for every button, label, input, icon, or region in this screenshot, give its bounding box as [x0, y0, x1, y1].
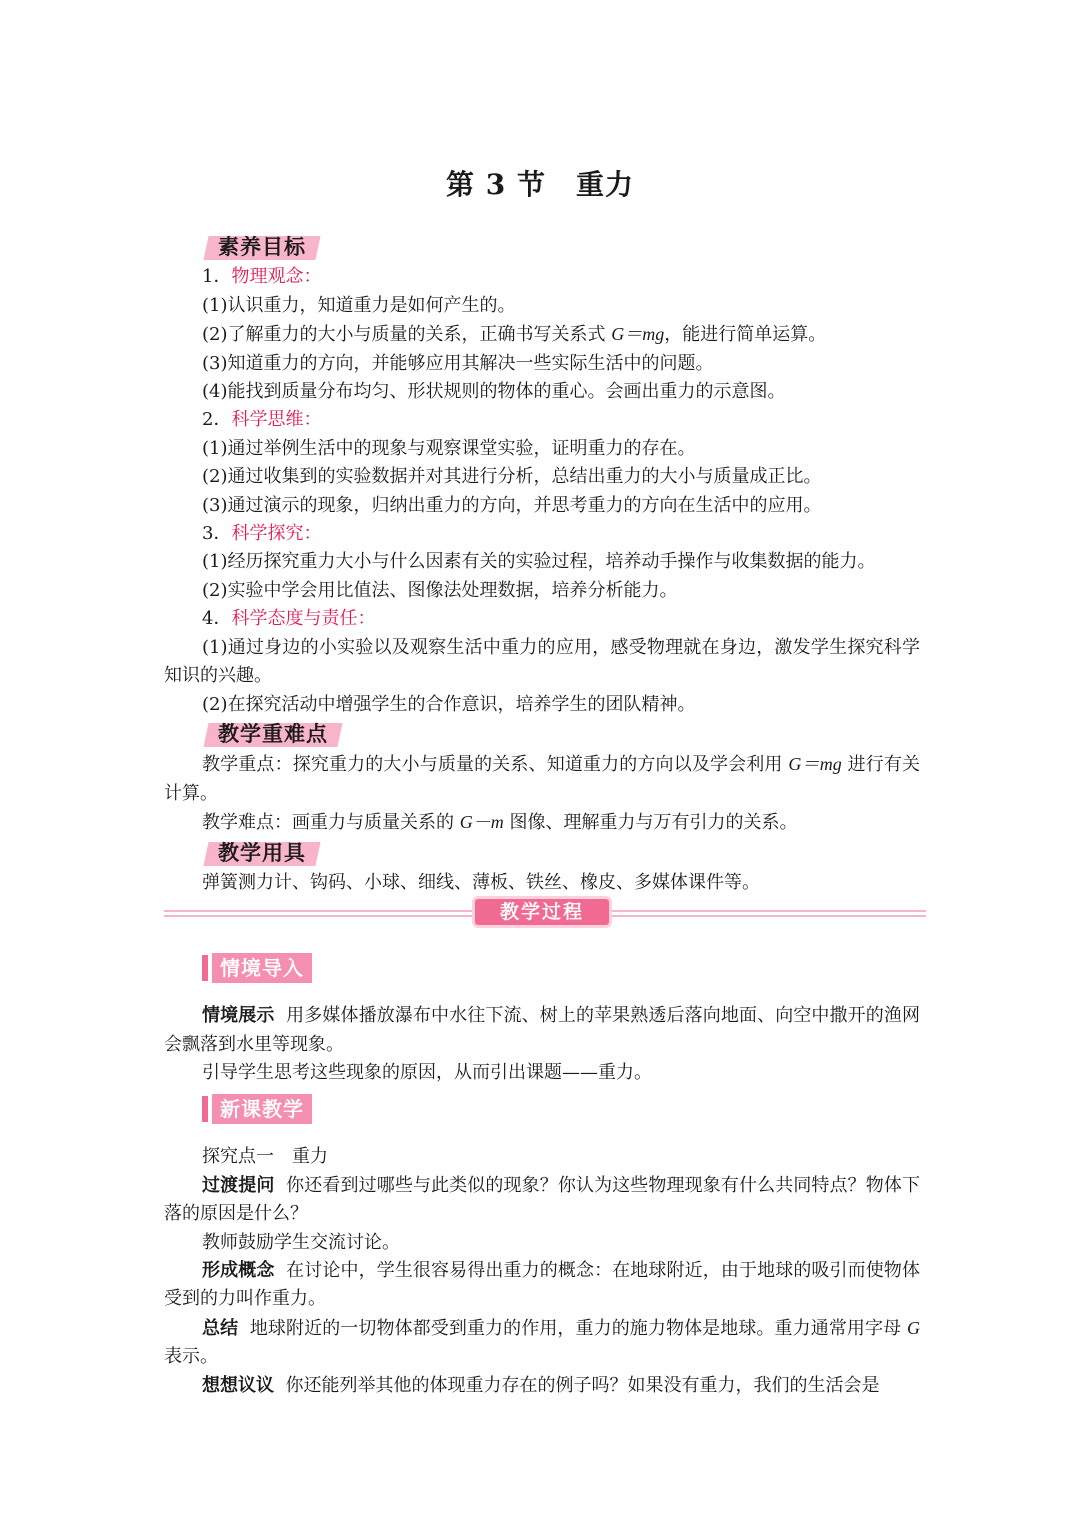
goal-4-title: 4．科学态度与责任：: [202, 608, 376, 630]
goal-1-item: (2)了解重力的大小与质量的关系，正确书写关系式 G＝mg，能进行简单运算。: [202, 324, 827, 346]
section-name: 重力: [575, 168, 634, 201]
goals-heading: 素养目标: [202, 232, 312, 262]
goal-2-item: (1)通过举例生活中的现象与观察课堂实验，证明重力的存在。: [202, 437, 696, 459]
goal-3-item: (1)经历探究重力大小与什么因素有关的实验过程，培养动手操作与收集数据的能力。: [202, 551, 876, 573]
goal-1-item: (3)知道重力的方向，并能够应用其解决一些实际生活中的问题。: [202, 352, 714, 374]
goal-3-title: 3．科学探究：: [202, 523, 322, 545]
goal-3-item: (2)实验中学会用比值法、图像法处理数据，培养分析能力。: [202, 579, 678, 601]
goal-2-title: 2．科学思维：: [202, 409, 322, 431]
page-title: [0, 163, 1080, 203]
process-divider: [164, 896, 926, 930]
goal-4-item: (1)通过身边的小实验以及观察生活中重力的应用，感受物理就在身边，激发学生探究科学知识的兴趣。: [164, 636, 920, 687]
newlesson-heading: 新课教学: [202, 1093, 312, 1125]
goal-1-title: 1．物理观念：: [202, 266, 322, 288]
summary: 总结 地球附近的一切物体都受到重力的作用，重力的施力物体是地球。重力通常用字母 G 表示。: [164, 1317, 921, 1368]
goal-2-item: (3)通过演示的现象，归纳出重力的方向，并思考重力的方向在生活中的应用。: [202, 494, 822, 516]
transition-question: 过渡提问 你还看到过哪些与此类似的现象？你认为这些物理现象有什么共同特点？物体下落的原因是什么？: [164, 1174, 921, 1225]
goals-section: [164, 232, 920, 897]
explore-point: 探究点一 重力: [202, 1146, 328, 1168]
intro-guide: 引导学生思考这些现象的原因，从而引出课题——重力。: [202, 1062, 652, 1084]
form-concept: 形成概念 在讨论中，学生很容易得出重力的概念：在地球附近，由于地球的吸引而使物体受到的力叫作重力。: [164, 1260, 921, 1310]
section-number: 第 3 节: [446, 168, 546, 201]
goal-1-item: (1)认识重力，知道重力是如何产生的。: [202, 294, 516, 316]
goal-4-item: (2)在探究活动中增强学生的合作意识，培养学生的团队精神。: [202, 693, 696, 715]
intro-heading: 情境导入: [202, 952, 312, 984]
goal-1-item: (4)能找到质量分布均匀、形状规则的物体的重心。会画出重力的示意图。: [202, 381, 786, 403]
tools-text: 弹簧测力计、钩码、小球、细线、薄板、铁丝、橡皮、多媒体课件等。: [202, 871, 760, 893]
intro-scene: 情境展示 用多媒体播放瀑布中水往下流、树上的苹果熟透后落向地面、向空中撒开的渔网会飘落到水里等现象。: [164, 1005, 921, 1055]
teacher-encourage: 教师鼓励学生交流讨论。: [202, 1231, 400, 1253]
newlesson-section: [164, 1093, 920, 1400]
think-discuss: 想想议议 你还能列举其他的体现重力存在的例子吗？如果没有重力，我们的生活会是: [202, 1374, 880, 1396]
teaching-focus: 教学重点：探究重力的大小与质量的关系、知道重力的方向以及学会利用 G＝mg 进行有关计算。: [164, 754, 921, 804]
teaching-difficulty: 教学难点：画重力与质量关系的 G－m 图像、理解重力与万有引力的关系。: [202, 812, 798, 834]
intro-section: [164, 952, 920, 1088]
goal-2-item: (2)通过收集到的实验数据并对其进行分析，总结出重力的大小与质量成正比。: [202, 466, 822, 488]
keypoints-heading: 教学重难点: [202, 719, 334, 749]
tools-heading: 教学用具: [202, 838, 312, 868]
process-label: 教学过程: [472, 896, 612, 928]
